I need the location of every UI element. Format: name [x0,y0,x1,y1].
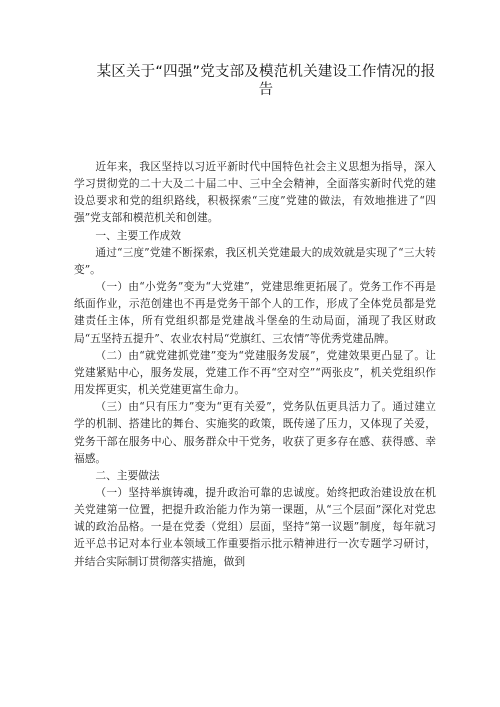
body-paragraph: （三）由“只有压力”变为“更有关爱”，党务队伍更具活力了。通过建立学的机制、搭建比的舞台、实施奖的政策，既传递了压力，又体现了关爱，党务干部在服务中心、服务群众中干党务，收获了更多存在感、获得感、幸福感。 [74,400,436,465]
intro-paragraph: 近年来，我区坚持以习近平新时代中国特色社会主义思想为指导，深入学习贯彻党的二十大及二十届二中、三中全会精神，全面落实新时代党的建设总要求和党的组织路线，积极探索“三度”党建的做法，有效地推进了“四强”党支部和模范机关和创建。 [74,160,436,225]
body-paragraph: （一）由“小党务”变为“大党建”，党建思维更拓展了。党务工作不再是纸面作业，示范创建也不再是党务干部个人的工作，形成了全体党员都是党建责任主体，所有党组织都是党建战斗堡垒的生动局面，涌现了我区财政局“五坚持五提升”、农业农村局“党旗红、三农情”等优秀党建品牌。 [74,280,436,345]
body-paragraph: 通过“三度”党建不断探索，我区机关党建最大的成效就是实现了“三大转变”。 [74,245,436,276]
section-heading-2: 二、主要做法 [95,468,160,482]
body-paragraph: （二）由“就党建抓党建”变为“党建服务发展”，党建效果更凸显了。让党建紧贴中心，服务发展，党建工作不再“空对空”“两张皮”，机关党组织作用发挥更实，机关党建更富生命力。 [74,348,436,397]
body-paragraph: （一）坚持举旗铸魂，提升政治可靠的忠诚度。始终把政治建设放在机关党建第一位置，把提升政治能力作为第一课题，从“三个层面”深化对党忠诚的政治品格。一是在党委（党组）层面，坚持“第一议题”制度，每年就习近平总书记对本行业本领域工作重要指示批示精神进行一次专题学习研讨，并结合实际制订贯彻落实措施，做到 [74,485,436,568]
section-heading-1: 一、主要工作成效 [95,228,181,242]
document-body [74,158,436,570]
document-title: 某区关于“四强”党支部及模范机关建设工作情况的报告 [96,64,436,98]
